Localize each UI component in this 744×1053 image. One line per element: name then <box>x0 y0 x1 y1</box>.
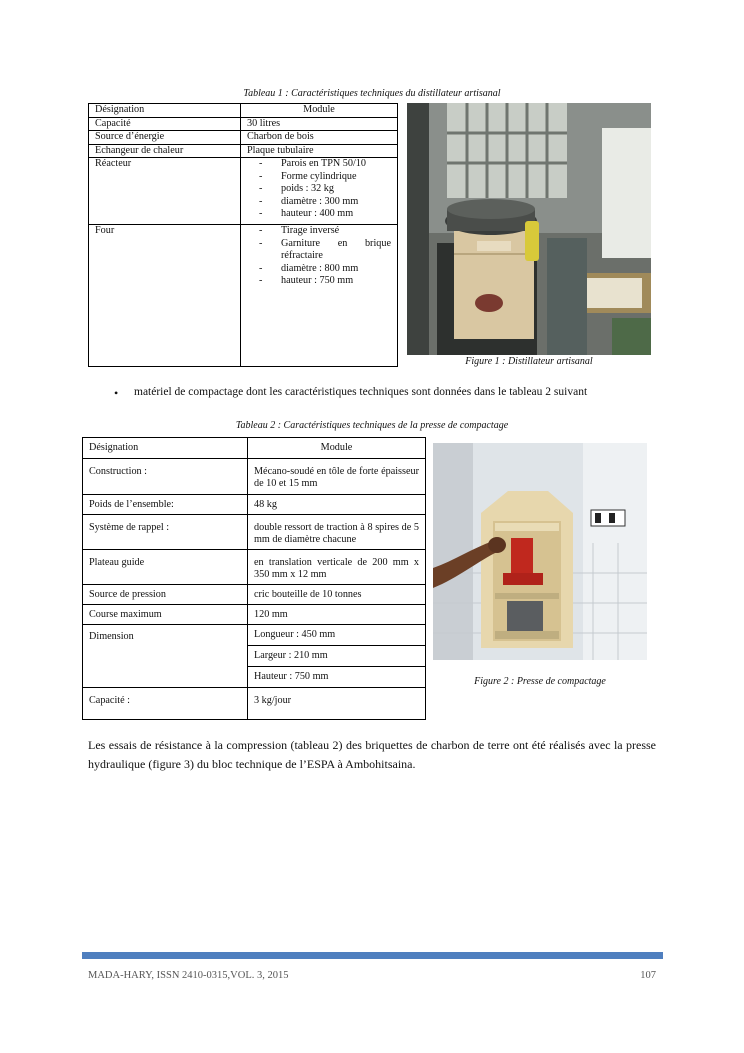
table2-dimension-height: Hauteur : 750 mm <box>248 667 426 688</box>
table1-four-values <box>241 225 398 367</box>
list-item: - hauteur : 400 mm <box>247 208 391 221</box>
figure1-caption: Figure 1 : Distillateur artisanal <box>465 356 593 367</box>
page-number: 107 <box>640 970 656 981</box>
table2-cell-label: Plateau guide <box>83 550 248 585</box>
table1-cell-value: Plaque tubulaire <box>241 144 398 158</box>
table2-caption: Tableau 2 : Caractéristiques techniques de la presse de compactage <box>235 420 509 431</box>
distillateur-photo <box>407 103 651 355</box>
table-row <box>89 225 398 367</box>
table2-cell-label: Système de rappel : <box>83 515 248 550</box>
table-row <box>83 495 426 515</box>
table2-cell-value: cric bouteille de 10 tonnes <box>248 585 426 605</box>
table1-cell-label: Capacité <box>89 117 241 131</box>
table-row <box>83 515 426 550</box>
table-row <box>83 585 426 605</box>
table1-header-designation: Désignation <box>89 104 241 118</box>
table2-cell-value: Mécano-soudé en tôle de forte épaisseur de 10 et 15 mm <box>248 459 426 495</box>
table1-cell-value: 30 litres <box>241 117 398 131</box>
list-item: - Tirage inversé <box>247 225 391 238</box>
table2-cell-value: en translation verticale de 200 mm x 350 mm x 12 mm <box>248 550 426 585</box>
table-row <box>83 438 426 459</box>
table2 <box>82 437 426 720</box>
table-row <box>83 550 426 585</box>
table-row <box>83 605 426 625</box>
table2-dimension-width: Largeur : 210 mm <box>248 646 426 667</box>
table1-header-module: Module <box>241 104 398 118</box>
table1-reacteur-values <box>241 158 398 225</box>
list-item: - Forme cylindrique <box>247 171 391 184</box>
table-row <box>89 144 398 158</box>
bullet-symbol: • <box>114 386 119 400</box>
table2-cell-value: double ressort de traction à 8 spires de 5 mm de diamètre chacune <box>248 515 426 550</box>
bullet-text: matériel de compactage dont les caractéristiques techniques sont données dans le tableau 2 suivant <box>134 386 588 398</box>
figure1-photo <box>407 103 651 355</box>
table1-cell-value: Charbon de bois <box>241 131 398 145</box>
table2-dimension-label: Dimension <box>83 625 248 688</box>
table1-caption: Tableau 1 : Caractéristiques techniques du distillateur artisanal <box>243 88 501 99</box>
table-row <box>89 104 398 118</box>
table-row <box>83 688 426 720</box>
table-row <box>89 158 398 225</box>
presse-photo <box>433 443 647 660</box>
table-row <box>83 459 426 495</box>
list-item: - diamètre : 300 mm <box>247 196 391 209</box>
table2-header-designation: Désignation <box>83 438 248 459</box>
list-item: - Parois en TPN 50/10 <box>247 158 391 171</box>
footer-divider <box>82 952 663 959</box>
table1-cell-label: Echangeur de chaleur <box>89 144 241 158</box>
table-row <box>83 625 426 646</box>
figure2-caption: Figure 2 : Presse de compactage <box>474 676 606 687</box>
table2-cell-label: Course maximum <box>83 605 248 625</box>
list-item: - hauteur : 750 mm <box>247 275 391 288</box>
footer-journal: MADA-HARY, ISSN 2410-0315,VOL. 3, 2015 <box>88 970 289 981</box>
figure2-photo <box>433 443 647 660</box>
table2-cell-label: Poids de l’ensemble: <box>83 495 248 515</box>
table2-cell-label: Source de pression <box>83 585 248 605</box>
table2-capacity-label: Capacité : <box>83 688 248 720</box>
table-row <box>89 117 398 131</box>
table2-header-module: Module <box>248 438 426 459</box>
body-paragraph: Les essais de résistance à la compression (tableau 2) des briquettes de charbon de terre ont été réalisés avec la presse hydraulique (figure 3) du bloc technique de l’ESPA à Ambohitsaina. <box>88 738 656 771</box>
list-item: - poids : 32 kg <box>247 183 391 196</box>
table2-cell-label: Construction : <box>83 459 248 495</box>
table2-capacity-value: 3 kg/jour <box>248 688 426 720</box>
table1 <box>88 103 398 367</box>
list-item: - diamètre : 800 mm <box>247 263 391 276</box>
table1-reacteur-label: Réacteur <box>89 158 241 225</box>
table2-dimension-length: Longueur : 450 mm <box>248 625 426 646</box>
list-item: - Garniture en brique réfractaire <box>247 238 391 263</box>
table-row <box>89 131 398 145</box>
table2-cell-value: 48 kg <box>248 495 426 515</box>
table1-cell-label: Source d’énergie <box>89 131 241 145</box>
table1-four-label: Four <box>89 225 241 367</box>
table2-cell-value: 120 mm <box>248 605 426 625</box>
